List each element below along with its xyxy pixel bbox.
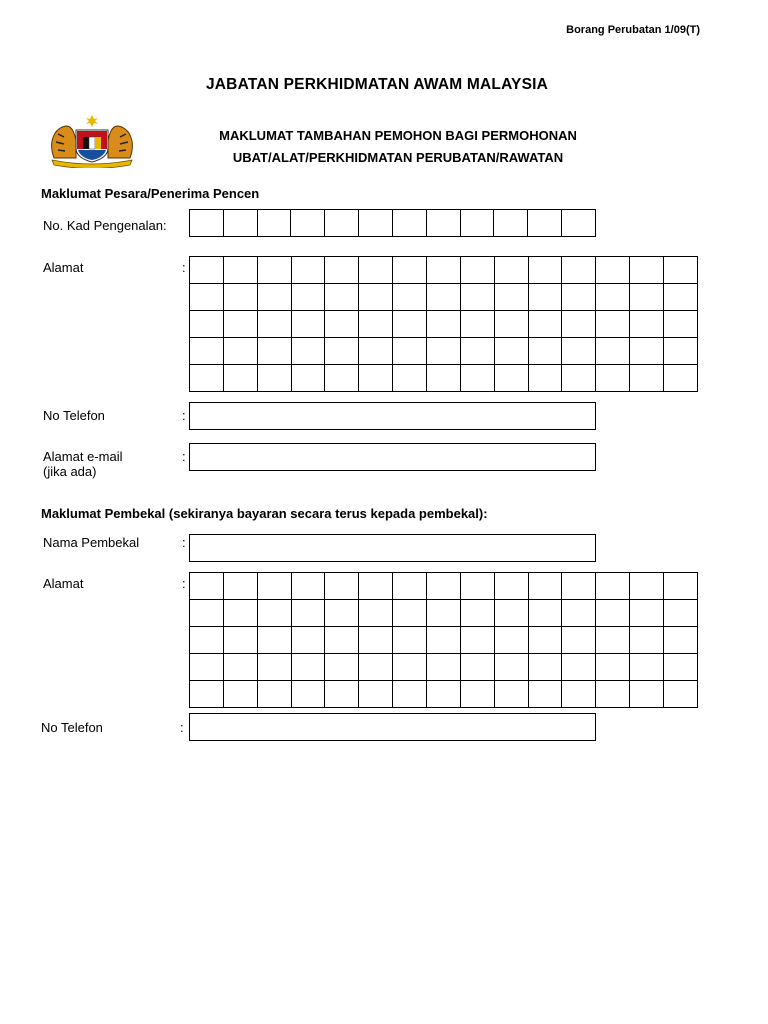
address-char-cell[interactable]	[359, 573, 393, 600]
address-char-cell[interactable]	[562, 365, 596, 392]
address-char-cell[interactable]	[223, 627, 257, 654]
email-label: Alamat e-mail	[43, 449, 123, 464]
address-char-cell[interactable]	[223, 338, 257, 365]
address-char-cell[interactable]	[494, 654, 528, 681]
colon: :	[182, 449, 186, 464]
address-char-cell[interactable]	[460, 573, 494, 600]
address-char-cell[interactable]	[562, 573, 596, 600]
address-char-cell[interactable]	[664, 654, 698, 681]
address-char-cell[interactable]	[562, 681, 596, 708]
address-char-cell[interactable]	[630, 681, 664, 708]
pensioner-phone-input[interactable]	[189, 402, 596, 430]
address-char-cell[interactable]	[562, 654, 596, 681]
address-char-cell[interactable]	[528, 257, 562, 284]
address-char-cell[interactable]	[190, 600, 224, 627]
address-char-cell[interactable]	[223, 600, 257, 627]
ic-digit-cell[interactable]	[426, 210, 460, 237]
address-char-cell[interactable]	[460, 627, 494, 654]
address-char-cell[interactable]	[596, 654, 630, 681]
address-char-cell[interactable]	[528, 627, 562, 654]
address-char-cell[interactable]	[393, 284, 427, 311]
pensioner-address-grid[interactable]	[189, 256, 698, 392]
colon: :	[182, 535, 186, 550]
address-char-cell[interactable]	[291, 654, 325, 681]
ic-digit-cell[interactable]	[392, 210, 426, 237]
email-optional-note: (jika ada)	[43, 464, 97, 479]
address-char-cell[interactable]	[291, 600, 325, 627]
address-char-cell[interactable]	[596, 600, 630, 627]
address-char-cell[interactable]	[359, 600, 393, 627]
address-char-cell[interactable]	[393, 365, 427, 392]
address-char-cell[interactable]	[664, 600, 698, 627]
address-char-cell[interactable]	[664, 311, 698, 338]
address-char-cell[interactable]	[630, 627, 664, 654]
address-char-cell[interactable]	[460, 654, 494, 681]
address-char-cell[interactable]	[596, 681, 630, 708]
address-char-cell[interactable]	[393, 654, 427, 681]
address-char-cell[interactable]	[359, 681, 393, 708]
address-char-cell[interactable]	[630, 338, 664, 365]
address-char-cell[interactable]	[325, 257, 359, 284]
address-char-cell[interactable]	[596, 573, 630, 600]
address-char-cell[interactable]	[494, 600, 528, 627]
address-char-cell[interactable]	[494, 284, 528, 311]
address-char-cell[interactable]	[664, 338, 698, 365]
address-char-cell[interactable]	[223, 311, 257, 338]
address-char-cell[interactable]	[528, 365, 562, 392]
address-char-cell[interactable]	[393, 311, 427, 338]
address-char-cell[interactable]	[630, 257, 664, 284]
address-char-cell[interactable]	[494, 311, 528, 338]
colon: :	[182, 260, 186, 275]
page-title: JABATAN PERKHIDMATAN AWAM MALAYSIA	[205, 76, 549, 93]
colon: :	[182, 576, 186, 591]
address-char-cell[interactable]	[393, 573, 427, 600]
address-char-cell[interactable]	[460, 257, 494, 284]
address-char-cell[interactable]	[359, 311, 393, 338]
email-input[interactable]	[189, 443, 596, 471]
address-char-cell[interactable]	[257, 681, 291, 708]
address-char-cell[interactable]	[494, 338, 528, 365]
address-char-cell[interactable]	[291, 338, 325, 365]
ic-digit-cell[interactable]	[291, 210, 325, 237]
form-subtitle-line2: UBAT/ALAT/PERKHIDMATAN PERUBATAN/RAWATAN	[232, 150, 564, 165]
address-char-cell[interactable]	[325, 573, 359, 600]
address-char-cell[interactable]	[427, 681, 461, 708]
address-grid-row	[190, 338, 698, 365]
address-char-cell[interactable]	[528, 311, 562, 338]
address-char-cell[interactable]	[494, 573, 528, 600]
address-char-cell[interactable]	[359, 257, 393, 284]
address-char-cell[interactable]	[190, 365, 224, 392]
address-char-cell[interactable]	[257, 284, 291, 311]
ic-digit-cell[interactable]	[460, 210, 494, 237]
address-char-cell[interactable]	[664, 257, 698, 284]
address-grid-row	[190, 573, 698, 600]
address-char-cell[interactable]	[664, 573, 698, 600]
address-char-cell[interactable]	[427, 573, 461, 600]
pensioner-address-label: Alamat	[43, 260, 84, 275]
address-char-cell[interactable]	[630, 311, 664, 338]
address-char-cell[interactable]	[528, 284, 562, 311]
address-char-cell[interactable]	[190, 284, 224, 311]
address-char-cell[interactable]	[562, 600, 596, 627]
address-char-cell[interactable]	[630, 365, 664, 392]
address-char-cell[interactable]	[596, 365, 630, 392]
address-char-cell[interactable]	[562, 257, 596, 284]
address-char-cell[interactable]	[325, 681, 359, 708]
address-char-cell[interactable]	[596, 627, 630, 654]
address-char-cell[interactable]	[494, 365, 528, 392]
address-char-cell[interactable]	[427, 257, 461, 284]
address-char-cell[interactable]	[325, 365, 359, 392]
form-subtitle-line1: MAKLUMAT TAMBAHAN PEMOHON BAGI PERMOHONAN	[219, 128, 577, 143]
address-char-cell[interactable]	[325, 600, 359, 627]
colon: :	[180, 720, 184, 735]
address-char-cell[interactable]	[393, 600, 427, 627]
address-char-cell[interactable]	[257, 365, 291, 392]
address-char-cell[interactable]	[223, 365, 257, 392]
address-char-cell[interactable]	[325, 284, 359, 311]
address-char-cell[interactable]	[630, 654, 664, 681]
address-char-cell[interactable]	[494, 627, 528, 654]
address-char-cell[interactable]	[257, 654, 291, 681]
address-char-cell[interactable]	[528, 654, 562, 681]
address-char-cell[interactable]	[190, 627, 224, 654]
address-char-cell[interactable]	[460, 338, 494, 365]
address-char-cell[interactable]	[393, 338, 427, 365]
address-char-cell[interactable]	[393, 681, 427, 708]
ic-digit-cell[interactable]	[528, 210, 562, 237]
address-char-cell[interactable]	[562, 627, 596, 654]
address-grid-row	[190, 654, 698, 681]
address-char-cell[interactable]	[664, 627, 698, 654]
address-char-cell[interactable]	[664, 365, 698, 392]
address-char-cell[interactable]	[596, 311, 630, 338]
address-char-cell[interactable]	[190, 681, 224, 708]
address-char-cell[interactable]	[257, 311, 291, 338]
colon: :	[182, 408, 186, 423]
address-char-cell[interactable]	[257, 573, 291, 600]
ic-number-boxes[interactable]	[189, 209, 596, 237]
address-char-cell[interactable]	[291, 284, 325, 311]
address-char-cell[interactable]	[359, 338, 393, 365]
ic-digit-cell[interactable]	[562, 210, 596, 237]
address-char-cell[interactable]	[190, 573, 224, 600]
address-char-cell[interactable]	[427, 284, 461, 311]
address-char-cell[interactable]	[596, 257, 630, 284]
address-char-cell[interactable]	[528, 600, 562, 627]
address-char-cell[interactable]	[359, 365, 393, 392]
address-char-cell[interactable]	[562, 311, 596, 338]
address-char-cell[interactable]	[291, 627, 325, 654]
address-char-cell[interactable]	[257, 338, 291, 365]
address-grid-row	[190, 627, 698, 654]
address-char-cell[interactable]	[427, 338, 461, 365]
address-char-cell[interactable]	[359, 654, 393, 681]
address-char-cell[interactable]	[393, 627, 427, 654]
address-char-cell[interactable]	[427, 654, 461, 681]
address-grid-row	[190, 365, 698, 392]
address-char-cell[interactable]	[664, 681, 698, 708]
pensioner-section-heading: Maklumat Pesara/Penerima Pencen	[41, 186, 260, 201]
address-char-cell[interactable]	[325, 627, 359, 654]
address-char-cell[interactable]	[630, 573, 664, 600]
address-char-cell[interactable]	[460, 311, 494, 338]
supplier-section-heading: Maklumat Pembekal (sekiranya bayaran secara terus kepada pembekal):	[41, 506, 488, 521]
address-char-cell[interactable]	[359, 627, 393, 654]
address-char-cell[interactable]	[427, 311, 461, 338]
address-char-cell[interactable]	[257, 600, 291, 627]
malaysia-coat-of-arms-icon	[44, 112, 140, 168]
address-grid-row	[190, 681, 698, 708]
address-char-cell[interactable]	[223, 284, 257, 311]
address-char-cell[interactable]	[528, 681, 562, 708]
address-char-cell[interactable]	[596, 338, 630, 365]
address-char-cell[interactable]	[528, 338, 562, 365]
address-char-cell[interactable]	[562, 338, 596, 365]
address-char-cell[interactable]	[223, 654, 257, 681]
address-char-cell[interactable]	[190, 654, 224, 681]
address-char-cell[interactable]	[291, 257, 325, 284]
address-char-cell[interactable]	[223, 257, 257, 284]
ic-number-label: No. Kad Pengenalan:	[43, 218, 167, 233]
ic-digit-cell[interactable]	[257, 210, 291, 237]
address-char-cell[interactable]	[257, 627, 291, 654]
address-char-cell[interactable]	[427, 600, 461, 627]
address-char-cell[interactable]	[494, 257, 528, 284]
address-grid-row	[190, 600, 698, 627]
address-char-cell[interactable]	[325, 654, 359, 681]
address-grid-row	[190, 257, 698, 284]
supplier-address-label: Alamat	[43, 576, 84, 591]
address-grid-row	[190, 284, 698, 311]
address-char-cell[interactable]	[494, 681, 528, 708]
address-char-cell[interactable]	[190, 338, 224, 365]
address-char-cell[interactable]	[223, 573, 257, 600]
address-grid-row	[190, 311, 698, 338]
address-char-cell[interactable]	[460, 284, 494, 311]
address-char-cell[interactable]	[562, 284, 596, 311]
address-char-cell[interactable]	[359, 284, 393, 311]
supplier-name-label: Nama Pembekal	[43, 535, 140, 550]
address-char-cell[interactable]	[664, 284, 698, 311]
pensioner-phone-label: No Telefon	[43, 408, 105, 423]
address-char-cell[interactable]	[427, 627, 461, 654]
ic-digit-cell[interactable]	[494, 210, 528, 237]
supplier-address-grid[interactable]	[189, 572, 698, 708]
ic-digit-cell[interactable]	[190, 210, 224, 237]
address-char-cell[interactable]	[190, 311, 224, 338]
address-char-cell[interactable]	[325, 338, 359, 365]
ic-digit-cell[interactable]	[359, 210, 393, 237]
address-char-cell[interactable]	[630, 284, 664, 311]
address-char-cell[interactable]	[325, 311, 359, 338]
address-char-cell[interactable]	[291, 365, 325, 392]
address-char-cell[interactable]	[291, 681, 325, 708]
address-char-cell[interactable]	[427, 365, 461, 392]
address-char-cell[interactable]	[460, 365, 494, 392]
address-char-cell[interactable]	[291, 311, 325, 338]
address-char-cell[interactable]	[257, 257, 291, 284]
address-char-cell[interactable]	[596, 284, 630, 311]
supplier-name-input[interactable]	[189, 534, 596, 562]
address-char-cell[interactable]	[528, 573, 562, 600]
form-code: Borang Perubatan 1/09(T)	[566, 24, 700, 36]
supplier-phone-input[interactable]	[189, 713, 596, 741]
address-char-cell[interactable]	[630, 600, 664, 627]
ic-digit-cell[interactable]	[325, 210, 359, 237]
address-char-cell[interactable]	[223, 681, 257, 708]
ic-digit-cell[interactable]	[223, 210, 257, 237]
address-char-cell[interactable]	[460, 681, 494, 708]
address-char-cell[interactable]	[460, 600, 494, 627]
address-char-cell[interactable]	[190, 257, 224, 284]
address-char-cell[interactable]	[291, 573, 325, 600]
address-char-cell[interactable]	[393, 257, 427, 284]
supplier-phone-label: No Telefon	[41, 720, 103, 735]
